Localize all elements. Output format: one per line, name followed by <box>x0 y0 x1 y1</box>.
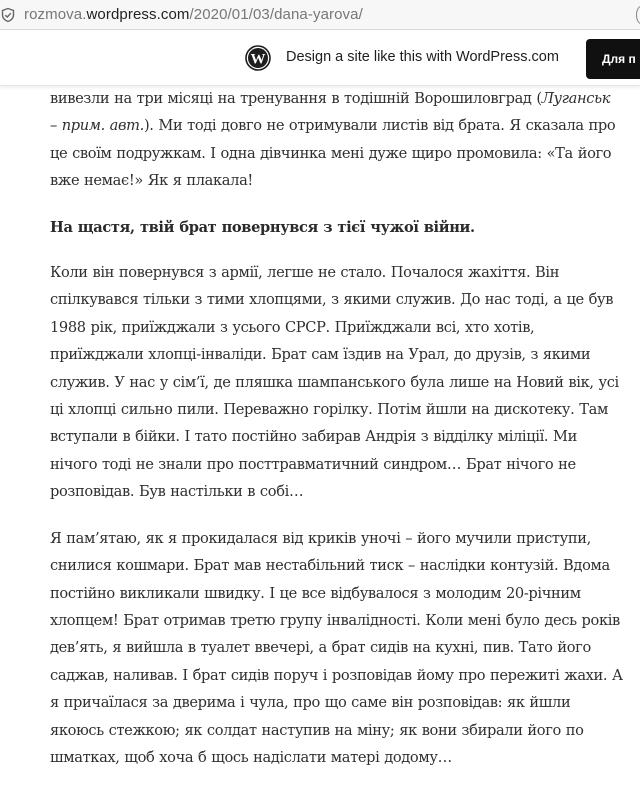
text-line: хлопцем! Брат отримав третю групу інвалідності. Коли мені було десь років <box>50 611 620 629</box>
paragraph <box>50 525 625 772</box>
text-line: Коли він повернувся з армії, легше не стало. Почалося жахіття. Він <box>50 264 560 282</box>
text-line: служив. У нас у сім’ї, де пляшка шампанського була лише на Новий вік, усі <box>50 373 619 391</box>
wordpress-banner-text[interactable]: Design a site like this with WordPress.com <box>286 49 559 65</box>
text-line: розповідав. Був настільки в собі… <box>50 483 304 501</box>
italic-text: Луганськ <box>541 90 611 107</box>
url-domain: wordpress.com <box>86 6 190 23</box>
wordpress-logo-icon[interactable] <box>245 45 271 71</box>
svg-text:W: W <box>250 51 266 68</box>
url-path: /2020/01/03/dana-yarova/ <box>189 6 363 23</box>
text-line: це своїм подружкам. І одна дівчинка мені дуже щиро промовила: «Та його <box>50 144 612 162</box>
italic-text: – прим. авт. <box>50 117 144 135</box>
text: вивезли на три місяці на тренування в тодішній Ворошиловград ( <box>50 90 542 107</box>
text-line: якоюсь стежкою; як солдат наступив на міну; як вони збирали його по <box>50 721 584 739</box>
paragraph <box>50 259 625 506</box>
text-line: шматках, щоб хоча б щось надіслати матері додому… <box>50 748 452 766</box>
wordpress-cta-button[interactable]: Для п <box>586 39 640 79</box>
browser-address-bar[interactable] <box>0 0 640 30</box>
article-body <box>50 85 625 790</box>
text-line: 1988 рік, приїжджали з усього СРСР. Приїжджали всі, хто хотів, <box>50 318 535 336</box>
text-line <box>50 112 625 139</box>
shield-check-icon[interactable] <box>0 7 16 23</box>
text-line: саджав, наливав. І брат сидів поруч і розповідав йому про пережиті жахи. А <box>50 666 623 684</box>
text-line: я причаїлася за дверима і чула, про що саме він розповідав: як йшли <box>50 694 571 712</box>
text: ). Ми тоді довго не отримували листів від брата. Я сказала про <box>143 117 616 135</box>
text-line: вступали в бійки. І тато постійно забирав Андрія з відділку міліції. Ми <box>50 428 577 446</box>
text-line: нічого тоді не знали про посттравматичний синдром… Брат нічого не <box>50 455 576 473</box>
text-line: ці хлопці сильно пили. Переважно горілку. Потім йшли на дискотеку. Там <box>50 401 608 419</box>
interview-question: На щастя, твій брат повернувся з тієї чужої війни. <box>50 218 475 236</box>
site-info-icon[interactable] <box>636 6 640 24</box>
text-line: Я пам’ятаю, як я прокидалася від криків уночі – його мучили приступи, <box>50 529 591 547</box>
url-text[interactable] <box>24 6 363 23</box>
text-line: дев’ять, я вийшла в туалет ввечері, а брат сидів на кухні, пив. Тато його <box>50 639 591 657</box>
text-line: спілкувався тільки з тими хлопцями, з якими служив. До нас тоді, а це був <box>50 291 614 309</box>
text-line: приїжджали хлопці-інваліди. Брат сам їздив на Урал, до друзів, з якими <box>50 346 591 364</box>
url-subdomain: rozmova. <box>24 6 87 23</box>
text-line: снилися кошмари. Брат мав нестабільний тиск – наслідки контузій. Вдома <box>50 557 610 575</box>
paragraph <box>50 85 625 195</box>
text-line: вже немає!» Як я плакала! <box>50 172 253 190</box>
text-line <box>50 85 625 112</box>
wordpress-banner <box>0 31 640 86</box>
text-line: постійно викликали швидку. І це все відбувалося з молодим 20-річним <box>50 584 581 602</box>
